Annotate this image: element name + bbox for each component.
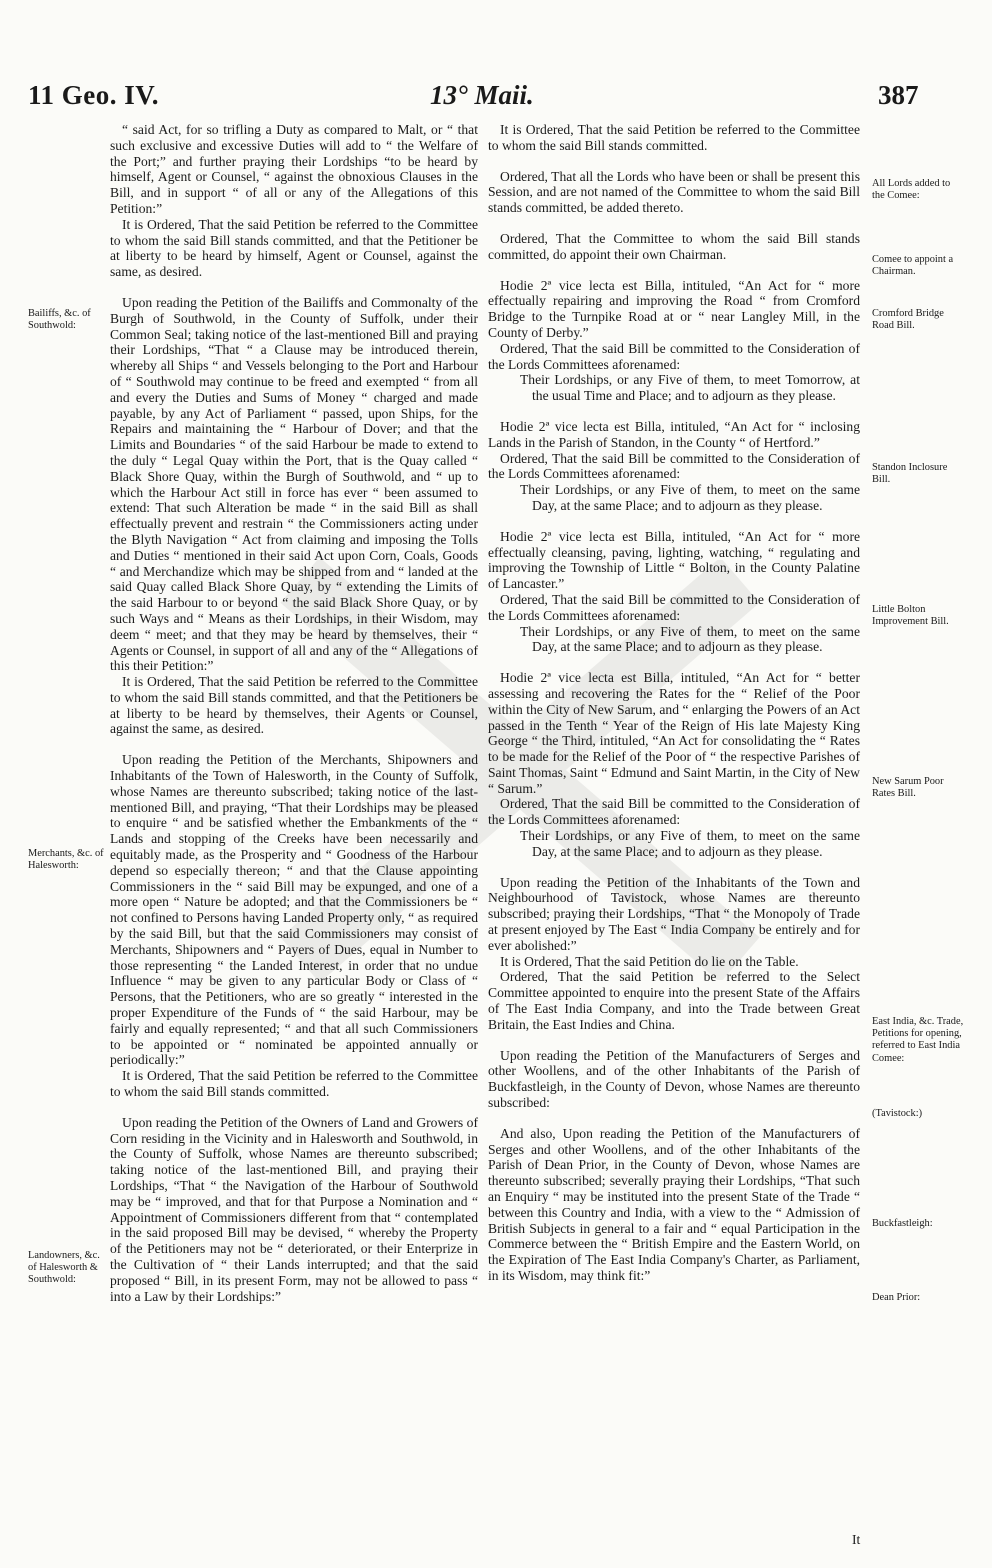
margin-note: Comee to appoint a Chairman. (872, 254, 954, 278)
left-column (110, 122, 478, 1304)
margin-note: Dean Prior: (872, 1292, 921, 1303)
margin-note: Buckfastleigh: (872, 1218, 933, 1229)
paragraph: Their Lordships, or any Five of them, to meet on the same Day, at the same Place; and to adjourn as they please. (520, 623, 860, 655)
margin-note: Cromford Bridge Road Bill. (872, 308, 944, 332)
paragraph: It is Ordered, That the said Petition be referred to the Committee to whom the said Bill stands committed. (110, 1068, 478, 1100)
right-column (488, 122, 860, 1284)
paragraph: Their Lordships, or any Five of them, to meet Tomorrow, at the usual Time and Place; and to adjourn as they please. (520, 372, 860, 404)
paragraph: Ordered, That all the Lords who have been or shall be present this Session, and are not named of the Committee to whom the said Bill stands committed, be added thereto. (488, 168, 860, 216)
page-header (0, 80, 992, 120)
paragraph: Ordered, That the Committee to whom the said Bill stands committed, do appoint their own Chairman. (488, 230, 860, 262)
margin-note: Little Bolton Improvement Bill. (872, 604, 949, 628)
paragraph: It is Ordered, That the said Petition be referred to the Committee to whom the said Bill stands committed, and that the Petitioner be at liberty to be heard by himself, Agent or Counsel, against the same, as desired. (110, 216, 478, 280)
paragraph: Hodie 2ª vice lecta est Billa, intituled, “An Act for “ inclosing Lands in the Parish of Standon, in the County “ of Hertford.” (488, 418, 860, 450)
paragraph: Ordered, That the said Bill be committed to the Consideration of the Lords Committees aforenamed: (488, 340, 860, 372)
paragraph: Upon reading the Petition of the Merchants, Shipowners and Inhabitants of the Town of Halesworth, in the County of Suffolk, whose Names are thereunto subscribed; taking notice of the last-mentioned Bill, and praying, “That their Lordships may be pleased to enquire “ and be satisfied whether the Embankments of the “ Lands and stopping of the Creeks have been necessarily and equitably made, as the Prosperity and “ Goodness of the Harbour depend so especially thereon; “ and that the Clause appointing Commissioners in the “ said Bill may be expunged, and one of a more open “ Nature be adopted; and that the Commissioners be “ not confined to Persons having Landed Property only, “ as required by the said Bill, but that the said Commissioners may consist of Merchants, Shipowners and “ Payers of Dues, equal in Number to those representing “ the Landed Interest, in order that no undue Influence “ may be given to any particular Body or Class of “ Persons, that the Petitioners, who are so greatly “ interested in the proper Expenditure of the Funds of “ the said Harbour, may be fairly and equally represented; “ and that all such Commissioners to be appointed or “ nominated be appointed annually or periodically:” (110, 752, 478, 1068)
paragraph: Hodie 2ª vice lecta est Billa, intituled, “An Act for “ more effectually repairing and improving the Road “ from Cromford Bridge to the Turnpike Road at or “ near Langley Mill, in the County of Derby.” (488, 277, 860, 340)
paragraph: Upon reading the Petition of the Inhabitants of the Town and Neighbourhood of Tavistock, whose Names are thereunto subscribed; praying their Lordships, “That “ the Monopoly of Trade at present enjoyed by The East “ India Company be entirely and for ever abolished:” (488, 874, 860, 953)
paragraph: And also, Upon reading the Petition of the Manufacturers of Serges and other Woollens, and of the other Inhabitants of the Parish of Dean Prior, in the County of Devon, whose Names are thereunto subscribed; severally praying their Lordships, “That such an Enquiry “ may be instituted into the present State of the Trade “ between this Country and India, with a view to the “ Admission of British Subjects in general to a fair and “ equal Participation in the Commerce between the “ British Empire and the Eastern World, on the Expiration of The East India Company's Charter, as Parliament, in its Wisdom, may think fit:” (488, 1125, 860, 1283)
paragraph: It is Ordered, That the said Petition be referred to the Committee to whom the said Bill stands committed. (488, 122, 860, 153)
margin-note: All Lords added to the Comee: (872, 178, 951, 202)
margin-note: Merchants, &c. of Halesworth: (28, 848, 104, 872)
paragraph: Upon reading the Petition of the Bailiffs and Commonalty of the Burgh of Southwold, in the County of Suffolk, under their Common Seal; taking notice of the last-mentioned Bill and praying their Lordships, “That “ a Clause may be introduced therein, whereby all Ships “ and Vessels belonging to the Port and Harbour of “ Southwold may continue to be freed and exempted “ from all and every the Duties and Sums of Money “ charged and made payable, by any Act of Parliament “ passed, upon Ships, for the Repairs and maintaining the “ Harbour of Dover; and that the Limits and Boundaries “ of the said Harbour be made to extend to the duly “ Legal Quay within the Port, that is the Quay called “ Black Shore Quay, within the Burgh of Southwold, and “ up to which the Harbour Act still in force has ever “ been assumed to extend: That such Alteration be made “ in the said Bill as shall effectually prevent and restrain “ the Commissioners acting under the Blyth Navigation “ Act from claiming and imposing the Tolls and Duties “ mentioned in their said Act upon Corn, Coals, Goods “ and Merchandize which may be shipped from and “ landed at the said Quay called Black Shore Quay, by “ extending the Limits of the said Harbour to or beyond “ the said Black Shore Quay, or by such Ways and “ Means as their Lordships, in their Wisdom, may deem “ meet; and that they may be heard by themselves, their “ Agents or Counsel, in support of all and any of the “ Allegations of this their Petition:” (110, 294, 478, 674)
catchword: It (852, 1532, 861, 1547)
margin-note: (Tavistock:) (872, 1108, 923, 1119)
margin-note: New Sarum Poor Rates Bill. (872, 776, 944, 800)
paragraph: Ordered, That the said Bill be committed to the Consideration of the Lords Committees aforenamed: (488, 450, 860, 482)
paragraph: Hodie 2ª vice lecta est Billa, intituled, “An Act for “ better assessing and recovering the Rates for the “ Relief of the Poor within the City of New Sarum, and “ enlarging the Powers of an Act passed in the Tenth “ Year of the Reign of His late Majesty King George “ the Third, intituled, “An Act for consolidating the “ Rates to be made for the Relief of the Poor of “ the respective Parishes of Saint Thomas, Saint “ Edmund and Saint Martin, in the City of New “ Sarum.” (488, 670, 860, 796)
margin-note: Bailiffs, &c. of Southwold: (28, 308, 91, 332)
paragraph: It is Ordered, That the said Petition do lie on the Table. (500, 953, 799, 969)
paragraph: Their Lordships, or any Five of them, to meet on the same Day, at the same Place; and to adjourn as they please. (520, 482, 860, 513)
date-heading: 13° Maii. (430, 80, 534, 110)
margin-note: Standon Inclosure Bill. (872, 462, 948, 486)
paragraph: Ordered, That the said Bill be committed to the Consideration of the Lords Committees aforenamed: (488, 591, 860, 623)
margin-note: Landowners, &c. of Halesworth & Southwold: (28, 1250, 100, 1286)
margin-note: East India, &c. Trade, Petitions for opening, referred to East India Comee: (872, 1016, 964, 1064)
page-number: 387 (878, 80, 919, 110)
paragraph: Upon reading the Petition of the Owners of Land and Growers of Corn residing in the Vicinity and in Halesworth and Southwold, in the County of Suffolk, whose Names are thereunto subscribed; taking notice of the last-mentioned Bill, and praying their Lordships, “That “ the Navigation of the Harbour of Southwold may be “ improved, and that for that Purpose a Nomination and “ Appointment of Commissioners different from that “ contemplated in the said proposed Bill may be devised, “ whereby the Property of the Petitioners may not be “ deteriorated, or their Enterprize in the Cultivation of “ their Lands interrupted; and that the said proposed “ Bill, in its present Form, may not be allowed to pass “ into a Law by their Lordships:” (110, 1114, 478, 1304)
paragraph: It is Ordered, That the said Petition be referred to the Committee to whom the said Bill stands committed, and that the Petitioners be at liberty to be heard by themselves, their Agents or Counsel, against the same, as desired. (110, 674, 478, 737)
paragraph: Ordered, That the said Petition be referred to the Select Committee appointed to enquire into the present State of the Affairs of The East India Company, and into the Trade between Great Britain, the East Indies and China. (488, 969, 860, 1032)
paragraph: Upon reading the Petition of the Manufacturers of Serges and other Woollens, and of the other Inhabitants of the Parish of Buckfastleigh, in the County of Devon, whose Names are thereunto subscribed: (488, 1047, 860, 1111)
regnal-year: 11 Geo. IV. (28, 80, 160, 110)
paragraph: Their Lordships, or any Five of them, to meet on the same Day, at the same Place; and to adjourn as they please. (520, 828, 860, 859)
paragraph: Ordered, That the said Bill be committed to the Consideration of the Lords Committees aforenamed: (488, 796, 860, 828)
paragraph: Hodie 2ª vice lecta est Billa, intituled, “An Act for “ more effectually cleansing, paving, lighting, watching, “ regulating and improving the Township of Little “ Bolton, in the County Palatine of Lancaster.” (488, 528, 860, 592)
paragraph: “ said Act, for so trifling a Duty as compared to Malt, or “ that such exclusive and excessive Duties will add to “ the Welfare of the Port;” and further praying their Lordships “to be heard by himself, Agent or Counsel, “ against the obnoxious Clauses in the Bill, and in support “ of all or any of the Allegations of this Petition:” (110, 122, 478, 216)
